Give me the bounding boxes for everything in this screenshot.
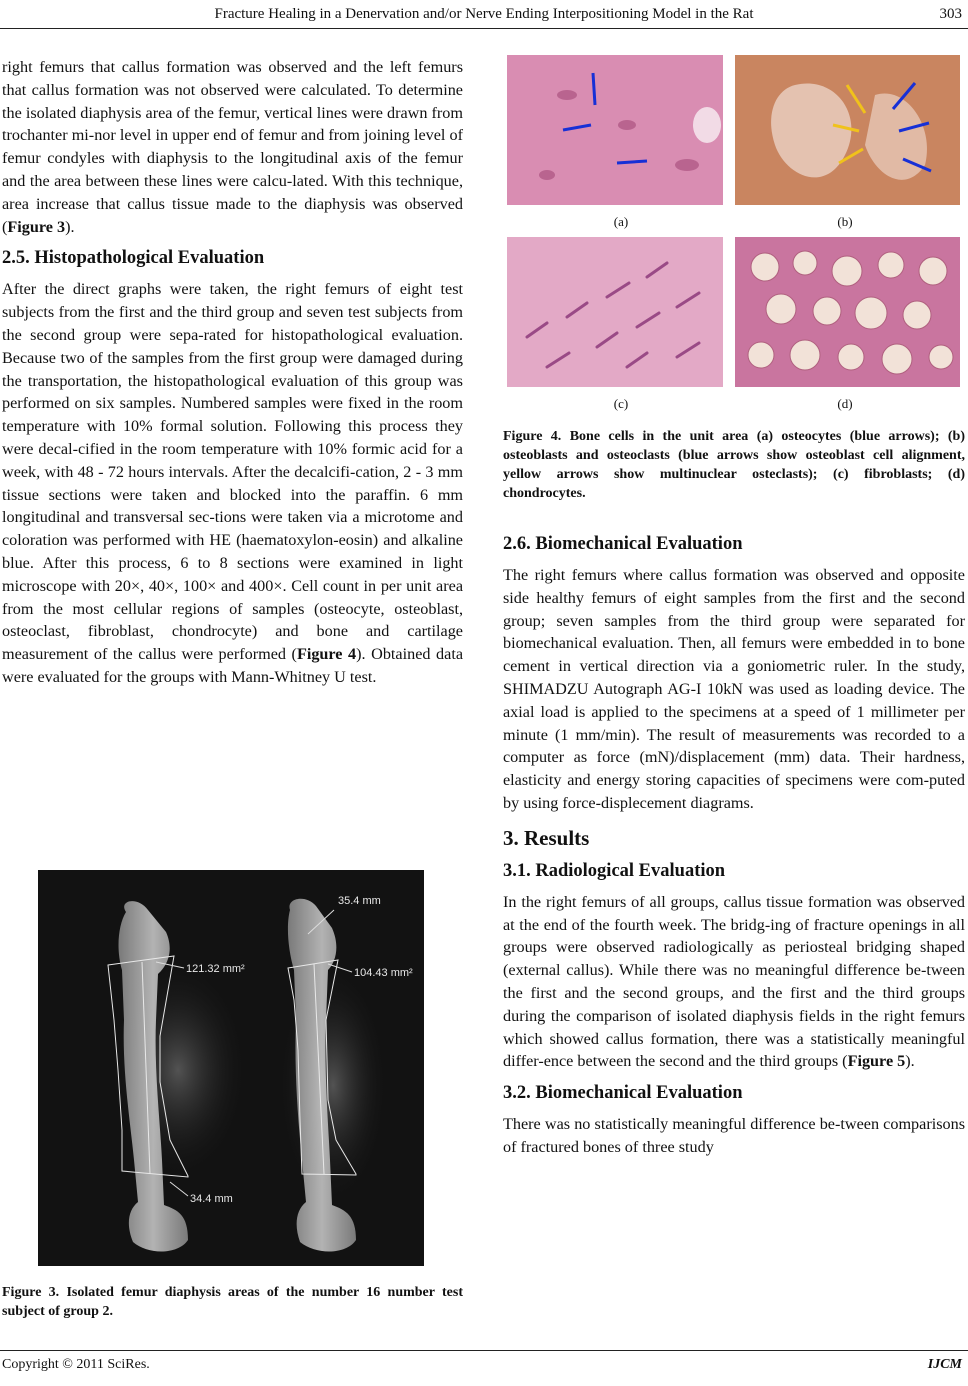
header-rule: [0, 28, 968, 29]
page-number: 303: [939, 6, 962, 22]
section-heading: 2.6. Biomechanical Evaluation: [503, 534, 743, 554]
figure-4a-panel: [507, 55, 723, 205]
figure-reference: Figure 3: [7, 217, 66, 236]
running-header: [0, 0, 968, 28]
measure-label-left-area: 121.32 mm²: [186, 963, 245, 975]
figure-reference: Figure 4: [296, 645, 357, 664]
xray-image: [38, 870, 424, 1266]
journal-name: IJCM: [927, 1357, 962, 1372]
section-heading: 3. Results: [503, 825, 590, 850]
measure-label-right-area: 104.43 mm²: [354, 967, 413, 979]
figure-4c-label: (c): [613, 396, 629, 411]
histology-fibroblasts: [507, 237, 723, 387]
figure-4d-panel: [735, 237, 960, 387]
figure-4-caption: Figure 4. Bone cells in the unit area (a) osteocytes (blue arrows); (b) osteoblasts and osteoclasts (blue arrows show osteoblast cell alignment, yellow arrows show multinuclear osteclasts); (c) fibroblasts; (d) chondrocytes.: [503, 429, 965, 501]
running-title: Fracture Healing in a Denervation and/or Nerve Ending Interpositioning Model in the Rat: [214, 6, 754, 22]
measure-label-bottom: 34.4 mm: [190, 1193, 233, 1205]
histology-osteoblasts-osteoclasts: [735, 55, 960, 205]
measure-label-top: 35.4 mm: [338, 895, 381, 907]
figure-3-xray: [38, 870, 424, 1266]
figure-4c-panel: [507, 237, 723, 387]
paragraph: After the direct graphs were taken, the right femurs of eight test subjects from the first and the third group and seven test subjects from the second group were sepa-rated for histopathological evaluation. Because two of the samples from the first group were damaged during the transportation, the histopathological evaluation of this group was performed on six samples. Numbered samples were fixed in the room temperature with 10% formal solution. Following this process they were decal-cified in the room temperature with 10% formic acid for a week, with 48 - 72 hours intervals. After the decalcifi-cation, 2 - 3 mm tissue sections were taken and blocked into the paraffin. 6 mm longitudinal and transversal sec-tions were taken via a microtome and coloration was performed with HE (haematoxylon-eosin) and alkaline blue. After this process, 6 to 8 sections were examined in light microscope with 20×, 40×, 100× and 400×. Cell count in per unit area from the most cellular regions of samples (osteocyte, osteoblast, osteoclast, fibroblast, chondrocyte) and bone and cartilage measurement of the callus were performed (Figure 4). Obtained data were evaluated for the groups with Mann-Whitney U test.: [2, 280, 464, 686]
histology-chondrocytes: [735, 237, 960, 387]
paragraph: In the right femurs of all groups, callus tissue formation was observed at the end of the fourth week. The bridg-ing of fracture openings in all groups were observed radiologically as periosteal bridging shaped (external callus). While there was no meaningful difference be-tween the first and the second groups, and the first and the third groups during the comparison of isolated diaphysis fields in the right femurs which showed callus formation, there was a statistically meaningful differ-ence between the second and the third groups (Figure 5).: [503, 892, 965, 1071]
leader-line: [170, 1182, 188, 1196]
figure-4b-label: (b): [837, 214, 853, 229]
figure-reference: Figure 5: [847, 1052, 906, 1071]
section-heading: 3.2. Biomechanical Evaluation: [503, 1083, 743, 1104]
figure-3-caption: Figure 3. Isolated femur diaphysis areas of the number 16 number test subject of group 2.: [2, 1285, 463, 1319]
paragraph: There was no statistically meaningful difference be-tween comparisons of fractured bones of three study: [503, 1115, 965, 1156]
right-column: [503, 532, 965, 1159]
histology-osteocytes: [507, 55, 723, 205]
paragraph: right femurs that callus formation was observed and the left femurs that callus formation was not observed were calculated. To determine the isolated diaphysis area of the femur, vertical lines were drawn from trochanter mi-nor level in upper end of femur and from joining level of femur condyles with diaphysis to the longitudinal axis of the femur and the area between these lines were calcu-lated. With this technique, area increase that callus tissue made to the diaphysis was observed (Figure 3).: [2, 58, 463, 236]
footer-rule: [0, 1350, 968, 1351]
paragraph: The right femurs where callus formation was observed and opposite side healthy femurs of eight samples from the first and the second group; seven samples from the third group were separated for biomechanical evaluation. Then, all femurs were embedded in to bone cement in vertical direction via a goniometric ruler. In the study, SHIMADZU Autograph AG-I 10kN was used as loading device. The axial load is applied to the specimens at a speed of 1 millimeter per minute (1 mm/min). The result of measurements was recorded to a computer as force (mN)/displacement (mm) data. Their hardness, elasticity and energy storing capacities of specimens were com-puted by using force-displecement diagrams.: [503, 566, 965, 812]
copyright-notice: Copyright © 2011 SciRes.: [2, 1357, 150, 1372]
figure-4a-label: (a): [613, 214, 629, 229]
left-column: [2, 56, 463, 689]
figure-4d-label: (d): [837, 396, 853, 411]
section-heading: 3.1. Radiological Evaluation: [503, 860, 726, 881]
figure-4b-panel: [735, 55, 960, 205]
section-heading: 2.5. Histopathological Evaluation: [2, 248, 265, 269]
